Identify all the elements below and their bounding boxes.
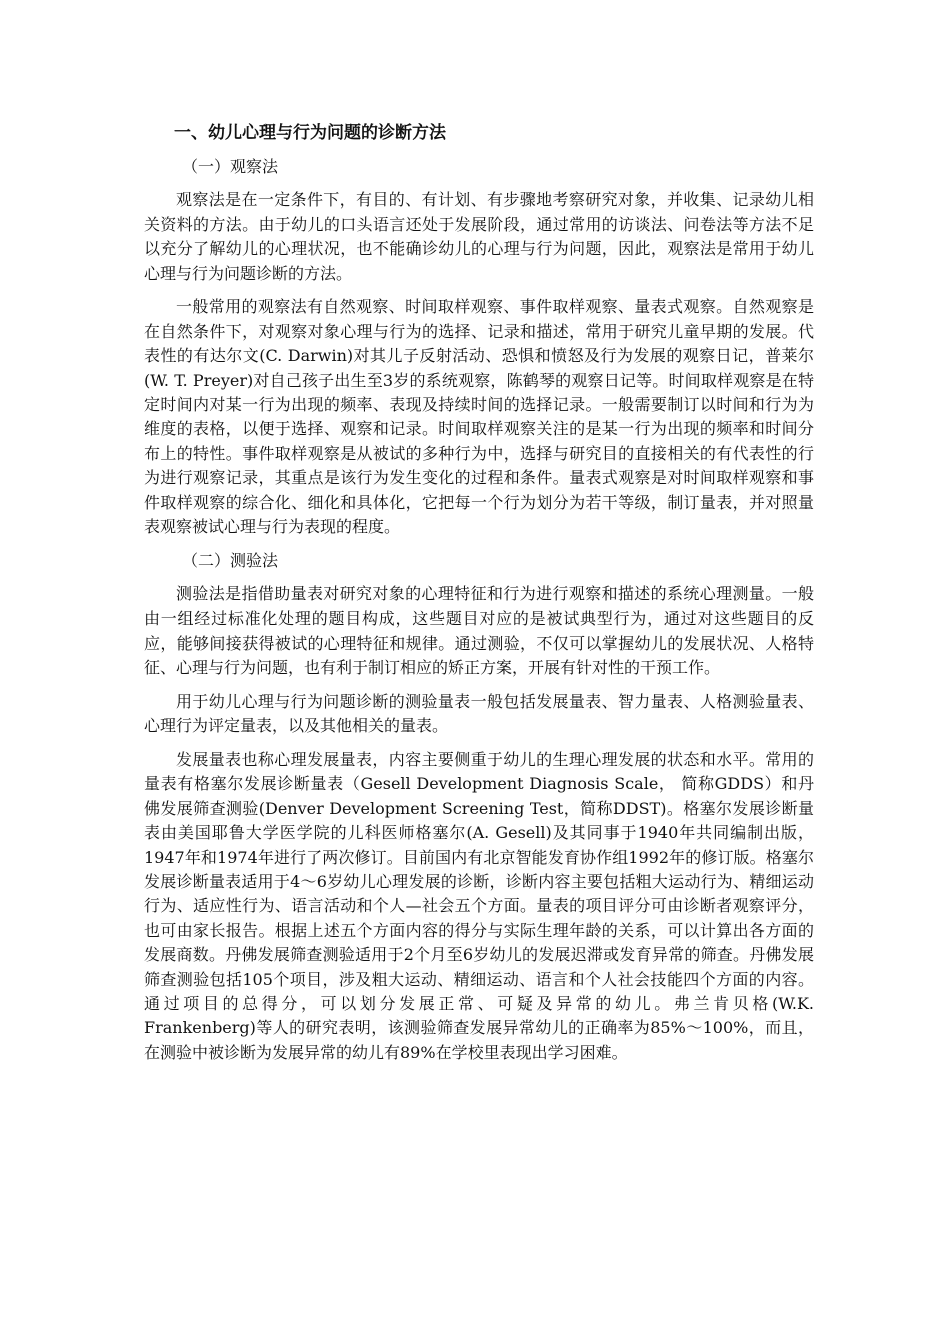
subsection-heading-testing: （二）测验法 <box>182 551 279 571</box>
paragraph-testing-definition: 测验法是指借助量表对研究对象的心理特征和行为进行观察和描述的系统心理测量。一般由一组经过标准化处理的题目构成，这些题目对应的是被试典型行为，通过对这些题目的反应，能够间接获得被试的心理特征和规律。通过测验，不仅可以掌握幼儿的发展状况、人格特征、心理与行为问题，也有利于制订相应的矫正方案，开展有针对性的干预工作。 <box>144 584 814 678</box>
paragraph-observation-definition: 观察法是在一定条件下，有目的、有计划、有步骤地考察研究对象，并收集、记录幼儿相关资料的方法。由于幼儿的口头语言还处于发展阶段，通过常用的访谈法、问卷法等方法不足以充分了解幼儿的心理状况，也不能确诊幼儿的心理与行为问题，因此，观察法是常用于幼儿心理与行为问题诊断的方法。 <box>144 190 814 283</box>
paragraph-development-scales: 发展量表也称心理发展量表，内容主要侧重于幼儿的生理心理发展的状态和水平。常用的量表有格塞尔发展诊断量表（Gesell Development Diagnosis Scale， 简称GDDS）和丹佛发展筛查测验(Denver Development Screening Test，简称DDST)。格塞尔发展诊断量表由美国耶鲁大学医学院的儿科医师格塞尔(A. Gesell)及其同事于1940年共同编制出版，1947年和1974年进行了两次修订。目前国内有北京智能发育协作组1992年的修订版。格塞尔发展诊断量表适用于4～6岁幼儿心理发展的诊断，诊断内容主要包括粗大运动行为、精细运动行为、适应性行为、语言活动和个人—社会五个方面。量表的项目评分可由诊断者观察评分，也可由家长报告。根据上述五个方面内容的得分与实际生理年龄的关系，可以计算出各方面的发展商数。丹佛发展筛查测验适用于2个月至6岁幼儿的发展迟滞或发育异常的筛查。丹佛发展筛查测验包括105个项目，涉及粗大运动、精细运动、语言和个人社会技能四个方面的内容。通过项目的总得分，可以划分发展正常、可疑及异常的幼儿。弗兰肯贝格(W.K. Frankenberg)等人的研究表明，该测验筛查发展异常幼儿的正确率为85%～100%，而且，在测验中被诊断为发展异常的幼儿有89%在学校里表现出学习困难。 <box>144 750 814 1062</box>
subsection-heading-observation: （一）观察法 <box>182 157 279 176</box>
paragraph-observation-types: 一般常用的观察法有自然观察、时间取样观察、事件取样观察、量表式观察。自然观察是在自然条件下，对观察对象心理与行为的选择、记录和描述，常用于研究儿童早期的发展。代表性的有达尔文(C. Darwin)对其儿子反射活动、恐惧和愤怒及行为发展的观察日记，普莱尔(W. T. Preyer)对自己孩子出生至3岁的系统观察，陈鹤琴的观察日记等。时间取样观察是在特定时间内对某一行为出现的频率、表现及持续时间的选择记录。一般需要制订以时间和行为为维度的表格，以便于选择、观察和记录。时间取样观察关注的是某一行为出现的频率和时间分布上的特性。事件取样观察是从被试的多种行为中，选择与研究目的直接相关的有代表性的行为进行观察记录，其重点是该行为发生变化的过程和条件。量表式观察是对时间取样观察和事件取样观察的综合化、细化和具体化，它把每一个行为划分为若干等级，制订量表，并对照量表观察被试心理与行为表现的程度。 <box>144 297 814 537</box>
document-body <box>144 120 814 1074</box>
paragraph-testing-scales: 用于幼儿心理与行为问题诊断的测验量表一般包括发展量表、智力量表、人格测验量表、心理行为评定量表，以及其他相关的量表。 <box>144 691 814 736</box>
section-heading: 一、幼儿心理与行为问题的诊断方法 <box>174 123 446 143</box>
